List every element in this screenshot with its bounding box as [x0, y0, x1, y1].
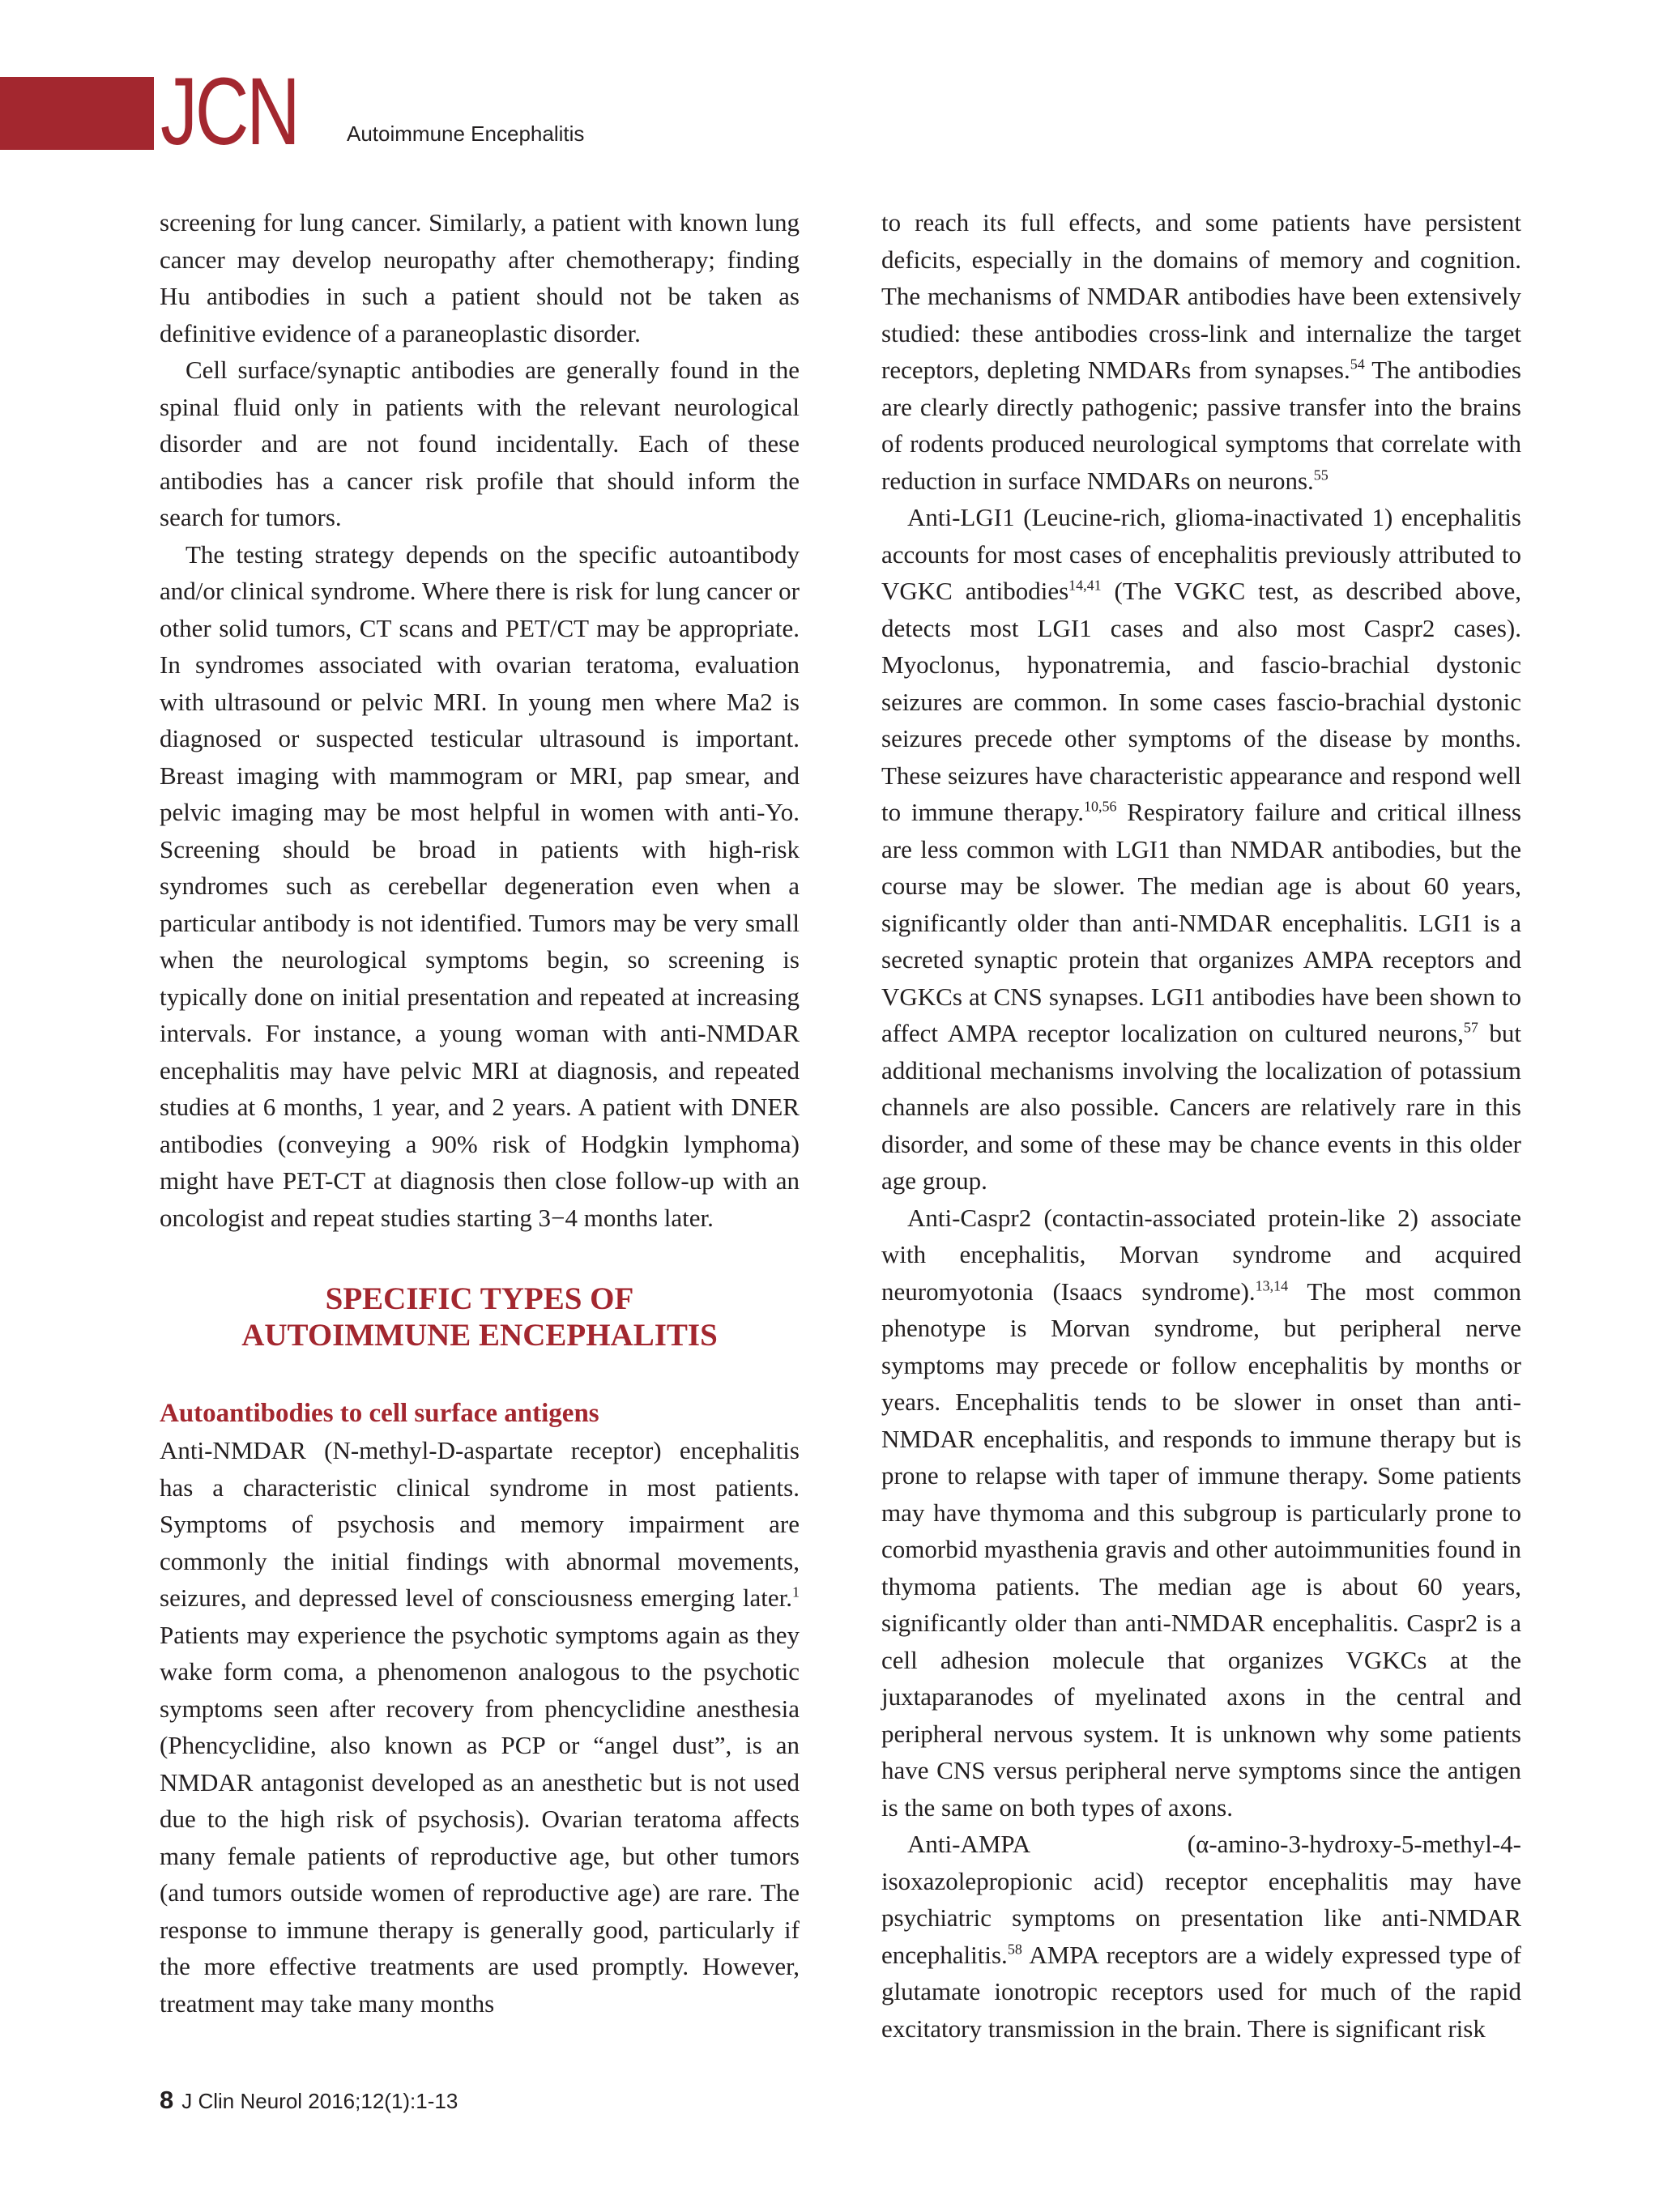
paragraph-text: Anti-Caspr2 (contactin-associated protein-like 2) associate with encephalitis, Morvan syndrome and acquired neuromyotonia (Isaacs syndrome).	[881, 1203, 1521, 1306]
reference-citation: 57	[1463, 1019, 1478, 1036]
subsection-title: Autoantibodies to cell surface antigens	[160, 1399, 599, 1428]
paragraph-text: AMPA receptors are a widely expressed type of glutamate ionotropic receptors used for much of the rapid excitatory transmission in the brain. There is significant risk	[881, 1940, 1521, 2043]
reference-citation: 13,14	[1255, 1277, 1289, 1294]
paragraph-text: Patients may experience the psychotic symptoms again as they wake form coma, a phenomenon analogous to the psychotic symptoms seen after recovery from phencyclidine anesthesia (Phencyclidine, also known as PCP or “angel dust”, is an NMDAR antagonist developed as an anesthetic but is not used due to the high risk of psychosis). Ovarian teratoma affects many female patients of reproductive age, but other tumors (and tumors outside women of reproductive age) are rare. The response to immune therapy is generally good, particularly if the more effective treatments are used promptly. However, treatment may take many months	[160, 1620, 800, 2018]
paragraph	[881, 499, 1521, 1200]
paragraph-text: to reach its full effects, and some patients have persistent deficits, especially in the domains of memory and cognition. The mechanisms of NMDAR antibodies have been extensively studied: these antibodies cross-link and internalize the target receptors, depleting NMDARs from synapses.	[881, 208, 1521, 384]
section-title-line: AUTOIMMUNE ENCEPHALITIS	[241, 1318, 718, 1353]
paragraph-text: The antibodies are clearly directly pathogenic; passive transfer into the brains of rodents produced neurological symptoms that correlate with reduction in surface NMDARs on neurons.	[881, 356, 1521, 495]
header-color-bar	[0, 77, 154, 150]
section-title	[160, 1281, 800, 1353]
running-title: Autoimmune Encephalitis	[347, 121, 585, 146]
reference-citation: 54	[1350, 356, 1365, 373]
paragraph-text: but additional mechanisms involving the localization of potassium channels are also possible. Cancers are relatively rare in this disorder, and some of these may be chance events in this older age group.	[881, 1019, 1521, 1195]
reference-citation: 10,56	[1083, 798, 1117, 815]
paragraph-text: Anti-NMDAR (N-methyl-D-aspartate receptor) encephalitis has a characteristic clinical syndrome in most patients. Symptoms of psychosis and memory impairment are commonly the initial findings with abnormal movements, seizures, and depressed level of consciousness emerging later.	[160, 1436, 800, 1612]
reference-citation: 1	[792, 1583, 800, 1600]
journal-logo: JCN	[160, 58, 298, 165]
paragraph-text: Anti-LGI1 (Leucine-rich, glioma-inactivated 1) encephalitis accounts for most cases of encephalitis previously attributed to VGKC antibodies	[881, 503, 1521, 605]
section-title-line: SPECIFIC TYPES OF	[325, 1281, 634, 1316]
paragraph-text: Anti-AMPA (α-amino-3-hydroxy-5-methyl-4-isoxazolepropionic acid) receptor encephalitis may have psychiatric symptoms on presentation like anti-NMDAR encephalitis.	[881, 1830, 1521, 1969]
paragraph	[881, 1200, 1521, 1826]
reference-citation: 58	[1007, 1941, 1022, 1958]
paragraph: The testing strategy depends on the specific autoantibody and/or clinical syndrome. Where there is risk for lung cancer or other solid tumors, CT scans and PET/CT may be appropriate. In syndromes associated with ovarian teratoma, evaluation with ultrasound or pelvic MRI. In young men where Ma2 is diagnosed or suspected testicular ultrasound is important. Breast imaging with mammogram or MRI, pap smear, and pelvic imaging may be most helpful in women with anti-Yo. Screening should be broad in patients with high-risk syndromes such as cerebellar degeneration even when a particular antibody is not identified. Tumors may be very small when the neurological symptoms begin, so screening is typically done on initial presentation and repeated at increasing intervals. For instance, a young woman with anti-NMDAR encephalitis may have pelvic MRI at diagnosis, and repeated studies at 6 months, 1 year, and 2 years. A patient with DNER antibodies (conveying a 90% risk of Hodgkin lymphoma) might have PET-CT at diagnosis then close follow-up with an oncologist and repeat studies starting 3−4 months later.	[160, 539, 800, 1232]
paragraph-text: Respiratory failure and critical illness are less common with LGI1 than NMDAR antibodies, but the course may be slower. The median age is about 60 years, significantly older than anti-NMDAR encephalitis. LGI1 is a secreted synaptic protein that organizes AMPA receptors and VGKCs at CNS synapses. LGI1 antibodies have been shown to affect AMPA receptor localization on cultured neurons,	[881, 798, 1521, 1047]
paragraph	[881, 1826, 1521, 2047]
paragraph	[881, 204, 1521, 499]
left-column	[160, 204, 800, 2022]
reference-citation: 55	[1313, 467, 1328, 484]
reference-citation: 14,41	[1068, 577, 1102, 594]
page-number: 8	[160, 2086, 174, 2114]
paragraph-text: (The VGKC test, as described above, detects most LGI1 cases and also most Caspr2 cases). Myoclonus, hyponatremia, and fascio-brachial dystonic seizures are common. In some cases fascio-brachial dystonic seizures precede other symptoms of the disease by months. These seizures have characteristic appearance and respond well to immune therapy.	[881, 577, 1521, 826]
right-column	[881, 204, 1521, 2047]
paragraph	[160, 1432, 800, 2022]
paragraph-text: The most common phenotype is Morvan syndrome, but peripheral nerve symptoms may precede or follow encephalitis by months or years. Encephalitis tends to be slower in onset than anti-NMDAR encephalitis, and responds to immune therapy but is prone to relapse with taper of immune therapy. Some patients may have thymoma and this subgroup is particularly prone to comorbid myasthenia gravis and other autoimmunities found in thymoma patients. The median age is about 60 years, significantly older than anti-NMDAR encephalitis. Caspr2 is a cell adhesion molecule that organizes VGKCs at the juxtaparanodes of myelinated axons in the central and peripheral nervous system. It is unknown why some patients have CNS versus peripheral nerve symptoms since the antigen is the same on both types of axons.	[881, 1276, 1521, 1822]
paragraph: screening for lung cancer. Similarly, a patient with known lung cancer may develop neuropathy after chemotherapy; finding Hu antibodies in such a patient should not be taken as definitive evidence of a paraneoplastic disorder.	[160, 208, 800, 347]
page-footer	[160, 2086, 458, 2115]
paragraph: Cell surface/synaptic antibodies are generally found in the spinal fluid only in patients with the relevant neurological disorder and are not found incidentally. Each of these antibodies has a cancer risk profile that should inform the search for tumors.	[160, 356, 800, 531]
journal-citation: J Clin Neurol 2016;12(1):1-13	[181, 2089, 458, 2113]
